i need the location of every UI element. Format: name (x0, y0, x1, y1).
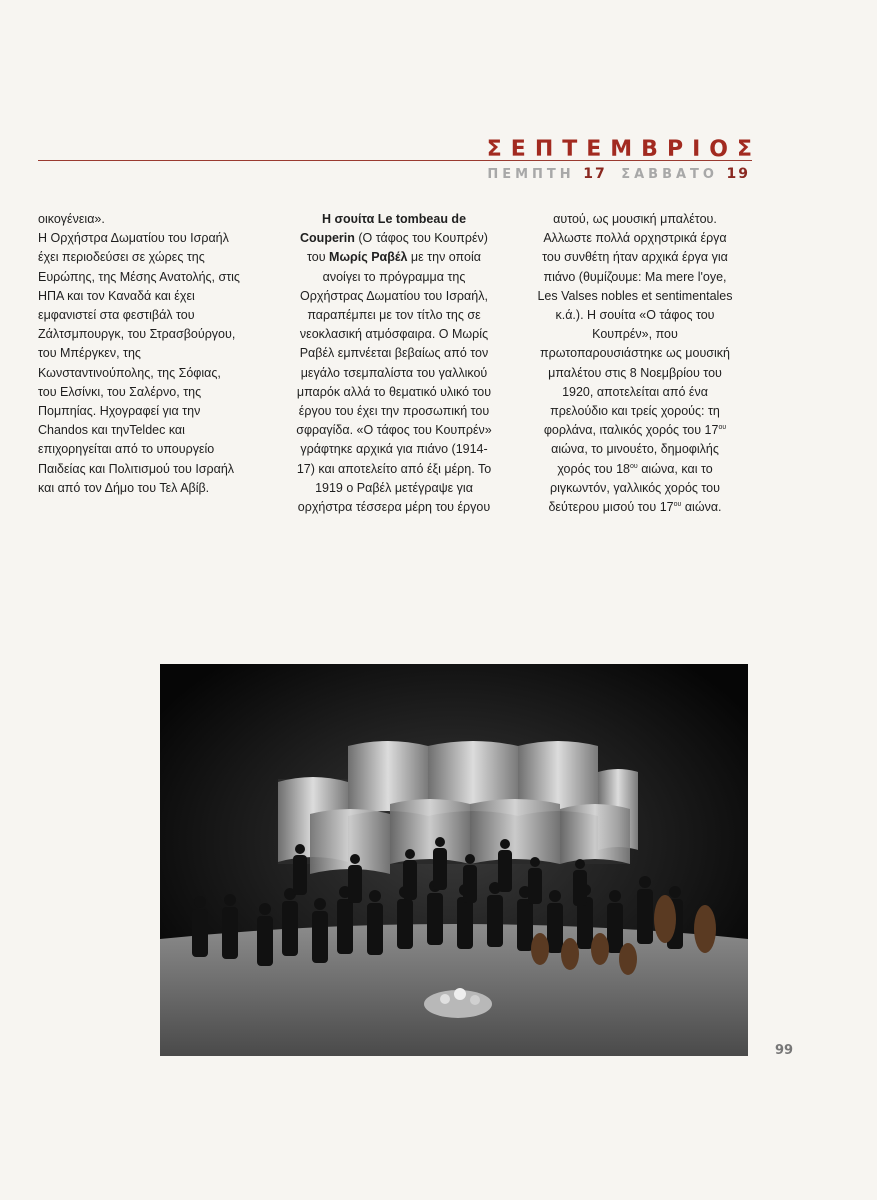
col3-line: κ.ά.). Η σουίτα «Ο τάφος του (555, 308, 715, 323)
col3-line: ριγκωντόν, γαλλικός χορός του (550, 480, 720, 495)
col2-line: 17) και αποτελείτο από έξι μέρη. Το (296, 461, 492, 476)
col3-line: αυτού, ως μουσική μπαλέτου. (553, 212, 717, 226)
text-column-1 (38, 210, 260, 498)
text-column-2 (280, 210, 508, 517)
month-title: ΣΕΠΤΕΜΒΡΙΟΣ (486, 137, 761, 162)
col1-line: Ευρώπης, της Μέσης Ανατολής, στις (38, 269, 240, 284)
col2-line: σφραγίδα. «Ο τάφος του Κουπρέν» (296, 423, 492, 438)
col3-line: πρελούδιο και τρείς χορούς: τη (550, 404, 720, 419)
col1-line: και από τον Δήμο του Τελ Αβίβ. (38, 480, 210, 495)
col1-line: επιχορηγείται από το υπουργείο (38, 442, 215, 457)
col2-title-a: Η σουίτα Le tombeau de (321, 212, 467, 226)
col2-line: Ορχήστρας Δωματίου του Ισραήλ, (300, 288, 488, 303)
col1-line: Κωνσταντινούπολης, της Σόφιας, (38, 365, 221, 380)
orchestra-photo (160, 664, 748, 1056)
col3-l12a: φορλάνα, ιταλικός χορός του 17 (543, 423, 719, 438)
col3-line (527, 498, 743, 517)
col3-l16a: δεύτερου μισού του 17 (548, 500, 674, 515)
col2-line: ορχήστρα τέσσερα μέρη του έργου (297, 500, 491, 515)
day-saturday: ΣΑΒΒΑΤΟ (621, 167, 718, 182)
col1-line: Η Ορχήστρα Δωματίου του Ισραήλ (38, 231, 229, 246)
col2-l3c: με την οποία (407, 250, 481, 265)
col3-line: του συνθέτη ήταν αρχικά έργα για (542, 250, 728, 265)
col3-line: αιώνα, το μινουέτο, δημοφιλής (551, 442, 719, 457)
orchestra-photo-drawing (160, 664, 748, 1056)
text-column-3 (527, 210, 743, 517)
ordinal-sup: ου (718, 424, 727, 432)
page-number: 99 (775, 1043, 794, 1058)
col2-line: παραπέμπει με τον τίτλο της σε (307, 308, 481, 323)
col1-line: Παιδείας και Πολιτισμού του Ισραήλ (38, 461, 235, 476)
col1-line: του Ελσίνκι, του Σαλέρνο, της (38, 384, 202, 399)
col3-l16b: αιώνα. (681, 500, 722, 515)
col1-line: έχει περιοδεύσει σε χώρες της (38, 250, 205, 265)
col1-line: εμφανιστεί στα φεστιβάλ του (38, 308, 195, 323)
col2-title-line (280, 210, 508, 229)
stage-floor (160, 924, 748, 1056)
col3-line: πιάνο (θυμίζουμε: Ma mere l'oye, (543, 269, 727, 284)
col3-line: μπαλέτου στις 8 Νοεμβρίου του (548, 365, 722, 380)
col3-line (527, 421, 743, 440)
col2-title-c: (Ο τάφος του Κουπρέν) (354, 231, 488, 246)
col2-title-line (280, 229, 508, 248)
col2-line: ανοίγει το πρόγραμμα της (322, 269, 466, 284)
col1-line: Ζάλτσμπουργκ, του Στρασβούργου, (38, 327, 236, 342)
col1-line: του Μπέργκεν, της (38, 346, 141, 361)
col2-title-b: Couperin (300, 231, 355, 246)
day-thursday: ΠΕΜΠΤΗ (487, 167, 575, 182)
col1-line: οικογένεια». (38, 212, 105, 226)
col2-line: Ραβέλ εμπνέεται βεβαίως από τον (299, 346, 489, 361)
col3-line: Κουπρέν», που (592, 327, 678, 342)
col1-line: ΗΠΑ και τον Καναδά και έχει (38, 288, 195, 303)
composer-name: Μωρίς Ραβέλ (329, 250, 408, 265)
col3-l14a: χορός του 18 (557, 461, 630, 476)
date-17: 17 (583, 166, 607, 182)
col3-line: Les Valses nobles et sentimentales (537, 288, 733, 303)
col2-line: 1919 ο Ραβέλ μετέγραψε για (315, 480, 473, 495)
col2-l3a: του (307, 250, 330, 265)
col3-line: 1920, αποτελείται από ένα (562, 384, 708, 399)
col3-line: Αλλωστε πολλά ορχηστρικά έργα (543, 231, 727, 246)
col3-line (527, 460, 743, 479)
col1-line: Chandos και τηνTeldec και (38, 423, 185, 438)
date-line (487, 166, 750, 183)
col2-line (280, 248, 508, 267)
col2-line: νεοκλασική ατμόσφαιρα. Ο Μωρίς (299, 327, 489, 342)
col2-line: έργου του έχει την προσωπική του (298, 404, 490, 419)
col3-l14b: αιώνα, και το (637, 461, 713, 476)
col1-line: Πομπηίας. Ηχογραφεί για την (38, 404, 201, 419)
col2-line: γράφτηκε αρχικά για πιάνο (1914- (300, 442, 488, 457)
date-19: 19 (726, 166, 750, 182)
col2-line: μεγάλο τσεμπαλίστα του γαλλικού (300, 365, 488, 380)
ordinal-sup: ου (673, 500, 682, 508)
col3-line: πρωτοπαρουσιάστηκε ως μουσική (540, 346, 730, 361)
ordinal-sup: ου (629, 462, 638, 470)
col2-line: μπαρόκ αλλά το θεματικό υλικό του (296, 384, 492, 399)
